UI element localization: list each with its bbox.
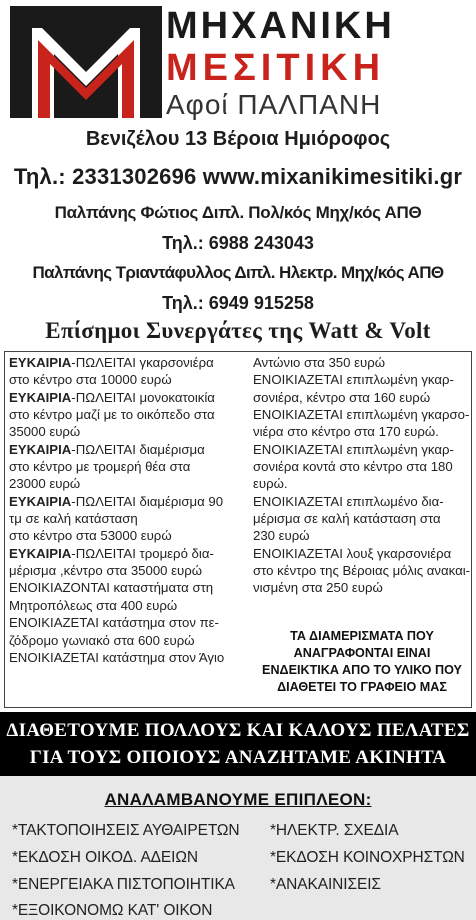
engineer-civil: Παλπάνης Φώτιος Διπλ. Πολ/κός Μηχ/κός ΑΠΘ bbox=[54, 203, 422, 222]
disclaimer-line: ΤΑ ΔΙΑΜΕΡΙΣΜΑΤΑ ΠΟΥ bbox=[290, 629, 434, 643]
listing-line: Αντώνιο στα 350 ευρώ bbox=[253, 355, 385, 370]
service-item: *ΕΚΔΟΣΗ ΟΙΚΟΔ. ΑΔΕΙΩΝ bbox=[12, 849, 198, 866]
listing-line: ΕΥΚΑΙΡΙΑ-ΠΩΛΕΙΤΑΙ μονοκατοικία bbox=[9, 389, 215, 405]
listing-line: 23000 ευρώ bbox=[9, 476, 81, 492]
listing-line: στο κέντρο μαζί με το οικόπεδο στα bbox=[9, 407, 215, 423]
listing-line: ΕΝΟΙΚΙΑΖΕΤΑΙ επιπλωμένο δια- bbox=[253, 493, 444, 509]
listings-column-left bbox=[9, 354, 241, 666]
service-item: *ΕΞΟΙΚΟΝΟΜΩ ΚΑΤ' ΟΙΚΟΝ bbox=[12, 902, 213, 919]
listing-line: 230 ευρώ bbox=[253, 528, 310, 544]
banner-line2: ΓΙΑ ΤΟΥΣ ΟΠΟΙΟΥΣ ΑΝΑΖΗΤΑΜΕ ΑΚΙΝΗΤΑ bbox=[29, 747, 447, 768]
listings-column-right bbox=[253, 354, 471, 597]
office-address: Βενιζέλου 13 Βέροια Ημιόροφος bbox=[85, 128, 391, 150]
banner-line1: ΔΙΑΘΕΤΟΥΜΕ ΠΟΛΛΟΥΣ ΚΑΙ ΚΑΛΟΥΣ ΠΕΛΑΤΕΣ bbox=[6, 720, 470, 741]
listing-line: ΕΝΟΙΚΙΑΖΕΤΑΙ επιπλωμένη γκαρ- bbox=[253, 441, 454, 457]
listing-line: στο κέντρο της Βέροιας μόλις ανακαι- bbox=[253, 563, 471, 579]
services-title: ΑΝΑΛΑΜΒΑΝΟΥΜΕ ΕΠΙΠΛΕΟΝ: bbox=[104, 790, 372, 809]
service-item: *ΤΑΚΤΟΠΟΙΗΣΕΙΣ ΑΥΘΑΙΡΕΤΩΝ bbox=[12, 822, 240, 839]
listing-line: ΕΥΚΑΙΡΙΑ-ΠΩΛΕΙΤΑΙ τρομερό δια- bbox=[9, 545, 214, 561]
listing-line: Μητροπόλεως στα 400 ευρώ bbox=[9, 597, 178, 613]
listing-line: ΕΝΟΙΚΙΑΖΕΤΑΙ λουξ γκαρσονιέρα bbox=[253, 545, 452, 561]
disclaimer-line: ΕΝΔΕΙΚΤΙΚΑ ΑΠΟ ΤΟ ΥΛΙΚΟ ΠΟΥ bbox=[262, 663, 462, 677]
listing-line: ζόδρομο γωνιακό στα 600 ευρώ bbox=[9, 632, 195, 648]
listing-line: ΕΝΟΙΚΙΑΖΕΤΑΙ επιπλωμένη γκαρ- bbox=[253, 372, 454, 388]
listing-line: μέρισμα ,κέντρο στα 35000 ευρώ bbox=[9, 563, 203, 579]
mm-logo-icon bbox=[10, 6, 162, 118]
listing-line: στο κέντρο στα 10000 ευρώ bbox=[9, 372, 172, 388]
listing-line: ΕΥΚΑΙΡΙΑ-ΠΩΛΕΙΤΑΙ διαμέρισμα 90 bbox=[9, 493, 224, 509]
services-section bbox=[0, 776, 476, 920]
listing-line: ευρώ. bbox=[253, 476, 288, 492]
listing-line: ΕΥΚΑΙΡΙΑ-ΠΩΛΕΙΤΑΙ γκαρσονιέρα bbox=[9, 355, 214, 370]
service-item: *ΕΝΕΡΓΕΙΑΚΑ ΠΙΣΤΟΠΟΙΗΤΙΚΑ bbox=[12, 876, 235, 893]
service-item: *ΑΝΑΚΑΙΝΙΣΕΙΣ bbox=[270, 876, 381, 893]
listing-line: ΕΝΟΙΚΙΑΖΕΤΑΙ επιπλωμένη γκαρσο- bbox=[253, 407, 470, 423]
listing-line: ΕΥΚΑΙΡΙΑ-ΠΩΛΕΙΤΑΙ διαμέρισμα bbox=[9, 441, 205, 457]
listing-line: στο κέντρο με τρομερή θέα στα bbox=[9, 459, 191, 475]
service-item: *ΗΛΕΚΤΡ. ΣΧΕΔΙΑ bbox=[270, 822, 399, 839]
listing-line: τμ σε καλή κατάσταση bbox=[9, 511, 138, 527]
listing-line: 35000 ευρώ bbox=[9, 424, 81, 440]
clients-banner bbox=[0, 712, 476, 776]
brand-name-line2: ΜΕΣΙΤΙΚΗ bbox=[166, 47, 386, 89]
engineer-electrical: Παλπάνης Τριαντάφυλλος Διπλ. Ηλεκτρ. Μηχ/κός ΑΠΘ bbox=[32, 263, 444, 282]
listing-line: στο κέντρο στα 53000 ευρώ bbox=[9, 528, 172, 544]
engineer-electrical-phone: Τηλ.: 6949 915258 bbox=[162, 293, 314, 313]
listing-line: ΕΝΟΙΚΙΑΖΕΤΑΙ κατάστημα στον Άγιο bbox=[9, 649, 225, 665]
disclaimer-line: ΔΙΑΘΕΤΕΙ ΤΟ ΓΡΑΦΕΙΟ ΜΑΣ bbox=[277, 680, 447, 694]
listing-line: ΕΝΟΙΚΙΑΖΟΝΤΑΙ καταστήματα στη bbox=[9, 580, 214, 596]
disclaimer-line: ΑΝΑΓΡΑΦΟΝΤΑΙ ΕΙΝΑΙ bbox=[293, 646, 431, 660]
listing-line: μέρισμα σε καλή κατάσταση στα bbox=[253, 511, 441, 527]
listings-disclaimer bbox=[253, 628, 471, 696]
listing-line: σονιέρα κοντά στο κέντρο στα 180 bbox=[253, 459, 453, 475]
listings-box bbox=[4, 351, 472, 708]
listing-line: νισμένη στα 250 ευρώ bbox=[253, 580, 383, 596]
listing-line: σονιέρα, κέντρο στα 160 ευρώ bbox=[253, 389, 431, 405]
brand-name-line1: ΜΗΧΑΝΙΚΗ bbox=[166, 5, 395, 47]
listing-line: νιέρα στο κέντρο στα 170 ευρώ. bbox=[253, 424, 439, 440]
service-item: *ΕΚΔΟΣΗ ΚΟΙΝΟΧΡΗΣΤΩΝ bbox=[270, 849, 465, 866]
office-phone-website: Τηλ.: 2331302696 www.mixanikimesitiki.gr bbox=[13, 164, 463, 189]
engineer-civil-phone: Τηλ.: 6988 243043 bbox=[162, 233, 314, 253]
brand-subtitle: Αφοί ΠΑΛΠΑΝΗ bbox=[166, 89, 382, 120]
listing-line: ΕΝΟΙΚΙΑΖΕΤΑΙ κατάστημα στον πε- bbox=[9, 615, 219, 631]
ad-header bbox=[0, 0, 476, 122]
partners-line: Επίσημοι Συνεργάτες της Watt & Volt bbox=[45, 318, 431, 343]
